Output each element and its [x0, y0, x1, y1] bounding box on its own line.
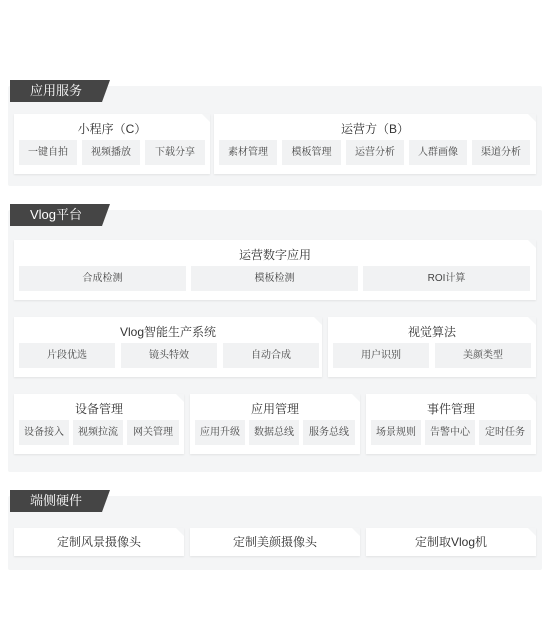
chip-ops-analysis[interactable]: 运营分析: [346, 140, 404, 165]
app-services-section: [8, 83, 542, 186]
app-services-title: 应用服务: [10, 80, 102, 102]
production-title: Vlog智能生产系统: [119, 325, 217, 339]
vlog-platform-title: Vlog平台: [10, 204, 102, 226]
chip-gateway-mgmt[interactable]: 网关管理: [127, 420, 179, 445]
operator-card: [214, 114, 536, 174]
device-mgmt-card: [14, 394, 184, 454]
chip-video-playback[interactable]: 视频播放: [82, 140, 140, 165]
app-mgmt-title: 应用管理: [250, 402, 299, 416]
ops-apps-card: [14, 240, 536, 300]
event-mgmt-title: 事件管理: [426, 402, 475, 416]
app-mgmt-card: [190, 394, 360, 454]
chip-device-access[interactable]: 设备接入: [19, 420, 69, 445]
chip-user-recognition[interactable]: 用户识别: [333, 343, 429, 368]
chip-synthesis-check[interactable]: 合成检测: [19, 266, 186, 291]
chip-service-bus[interactable]: 服务总线: [303, 420, 355, 445]
mini-program-title: 小程序（C）: [77, 122, 147, 136]
chip-channel-analysis[interactable]: 渠道分析: [472, 140, 530, 165]
chip-video-stream[interactable]: 视频拉流: [73, 420, 123, 445]
edge-hardware-title: 端侧硬件: [10, 490, 102, 512]
chip-app-upgrade[interactable]: 应用升级: [195, 420, 245, 445]
chip-template-check[interactable]: 模板检测: [191, 266, 358, 291]
event-mgmt-card: [366, 394, 536, 454]
mini-program-card: [14, 114, 210, 174]
production-card: [14, 317, 322, 377]
vision-title: 视觉算法: [407, 325, 456, 339]
hw-landscape-camera[interactable]: 定制风景摄像头: [14, 528, 184, 556]
chip-clip-selection[interactable]: 片段优选: [19, 343, 115, 368]
chip-auto-synthesis[interactable]: 自动合成: [223, 343, 319, 368]
operator-title: 运营方（B）: [340, 122, 409, 136]
chip-alarm-center[interactable]: 告警中心: [425, 420, 475, 445]
vision-card: [328, 317, 536, 377]
ops-apps-title: 运营数字应用: [238, 248, 311, 262]
chip-template-mgmt[interactable]: 模板管理: [282, 140, 341, 165]
device-mgmt-title: 设备管理: [74, 402, 123, 416]
hw-vlog-machine[interactable]: 定制取Vlog机: [366, 528, 536, 556]
chip-crowd-portrait[interactable]: 人群画像: [409, 140, 467, 165]
vlog-platform-section: [8, 207, 542, 472]
chip-download-share[interactable]: 下载分享: [145, 140, 205, 165]
chip-scheduled-tasks[interactable]: 定时任务: [479, 420, 531, 445]
chip-material-mgmt[interactable]: 素材管理: [219, 140, 277, 165]
chip-scene-rules[interactable]: 场景规则: [371, 420, 421, 445]
chip-data-bus[interactable]: 数据总线: [249, 420, 299, 445]
chip-lens-effects[interactable]: 镜头特效: [121, 343, 217, 368]
chip-roi-calc[interactable]: ROI计算: [363, 266, 530, 291]
hw-beauty-camera[interactable]: 定制美颜摄像头: [190, 528, 360, 556]
chip-beauty-type[interactable]: 美颜类型: [435, 343, 531, 368]
chip-one-click-selfie[interactable]: 一键自拍: [19, 140, 77, 165]
